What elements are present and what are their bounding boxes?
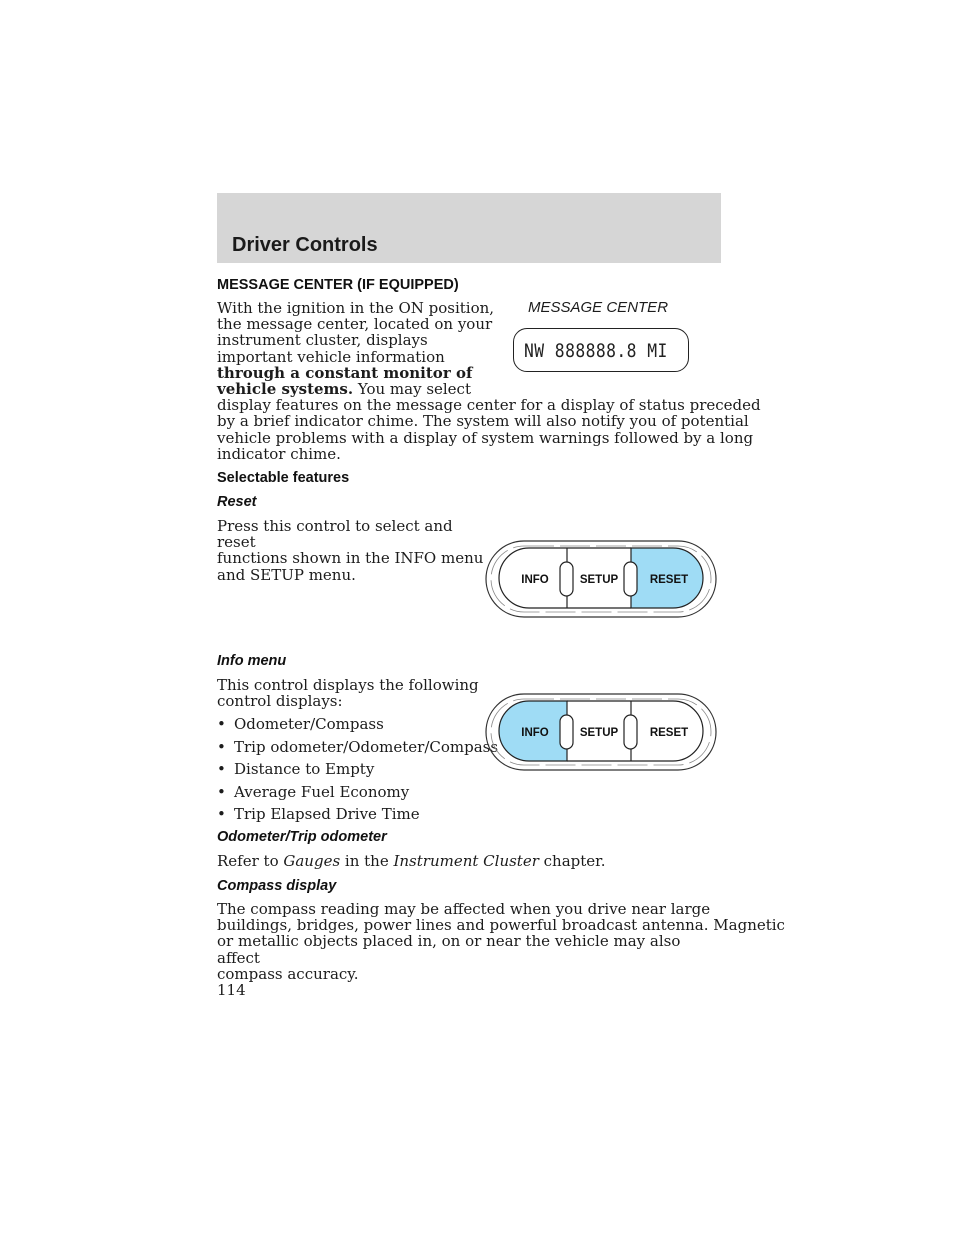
button-panel-reset-highlighted [484, 538, 718, 620]
message-center-display [513, 328, 689, 372]
list-item: • Average Fuel Economy [217, 782, 410, 801]
page-number: 114 [217, 981, 246, 999]
list-item: • Distance to Empty [217, 760, 375, 779]
setup-button-label: SETUP [579, 574, 619, 586]
info-menu-line: control displays: [217, 692, 343, 711]
reset-paragraph [217, 518, 487, 583]
reset-line: Press this control to select and reset [217, 517, 453, 552]
info-menu-paragraph [217, 677, 487, 709]
list-item: • Trip odometer/Odometer/Compass [217, 737, 499, 756]
intro-bold-text: vehicle systems. [217, 380, 354, 399]
info-button-label: INFO [521, 727, 549, 739]
intro-line: With the ignition in the ON position, [217, 299, 495, 317]
compass-line: buildings, bridges, power lines and powerful broadcast antenna. Magnetic [217, 916, 785, 935]
list-item: • Odometer/Compass [217, 715, 384, 733]
compass-line: or metallic objects placed in, on or near the vehicle may also affect [217, 932, 681, 967]
info-menu-list [217, 716, 498, 829]
intro-line-mixed [217, 381, 717, 397]
compass-line: compass accuracy. [217, 964, 359, 983]
intro-line: vehicle problems with a display of system warnings followed by a long [217, 428, 754, 447]
message-center-caption: MESSAGE CENTER [528, 299, 669, 316]
list-item: • Trip Elapsed Drive Time [217, 805, 420, 824]
intro-line: instrument cluster, displays [217, 331, 428, 350]
odometer-text: Refer to [217, 852, 284, 870]
compass-line: The compass reading may be affected when you drive near large [217, 900, 711, 918]
chapter-header [217, 193, 721, 263]
odometer-text: in the [340, 852, 394, 870]
info-menu-title: Info menu [217, 653, 287, 669]
intro-line: important vehicle information [217, 347, 445, 366]
section-title: MESSAGE CENTER (IF EQUIPPED) [217, 277, 459, 293]
compass-paragraph [217, 900, 785, 983]
intro-text: You may select [353, 380, 471, 399]
button-panel-info-highlighted [484, 691, 718, 773]
intro-line: indicator chime. [217, 444, 341, 463]
intro-line-bold: through a constant monitor of [217, 363, 473, 382]
display-readout: NW 888888.8 MI [524, 340, 668, 362]
gauges-reference: Gauges [283, 852, 341, 870]
intro-line: the message center, located on your [217, 315, 493, 334]
info-menu-line: This control displays the following [217, 676, 479, 694]
info-button-label: INFO [521, 574, 549, 586]
instrument-cluster-reference: Instrument Cluster [393, 852, 539, 870]
reset-button-label: RESET [649, 574, 689, 586]
setup-button-label: SETUP [579, 727, 619, 739]
chapter-title: Driver Controls [232, 234, 378, 256]
intro-line: display features on the message center for a display of status preceded [217, 396, 761, 415]
odometer-paragraph [217, 853, 605, 869]
intro-line: by a brief indicator chime. The system will also notify you of potential [217, 412, 749, 431]
selectable-features-title: Selectable features [217, 470, 350, 486]
intro-paragraph [217, 299, 761, 463]
reset-line: and SETUP menu. [217, 565, 356, 584]
odometer-text: chapter. [538, 852, 606, 870]
compass-title: Compass display [217, 878, 337, 894]
reset-line: functions shown in the INFO menu [217, 549, 484, 568]
odometer-title: Odometer/Trip odometer [217, 829, 387, 845]
reset-title: Reset [217, 494, 257, 510]
reset-button-label: RESET [649, 727, 689, 739]
